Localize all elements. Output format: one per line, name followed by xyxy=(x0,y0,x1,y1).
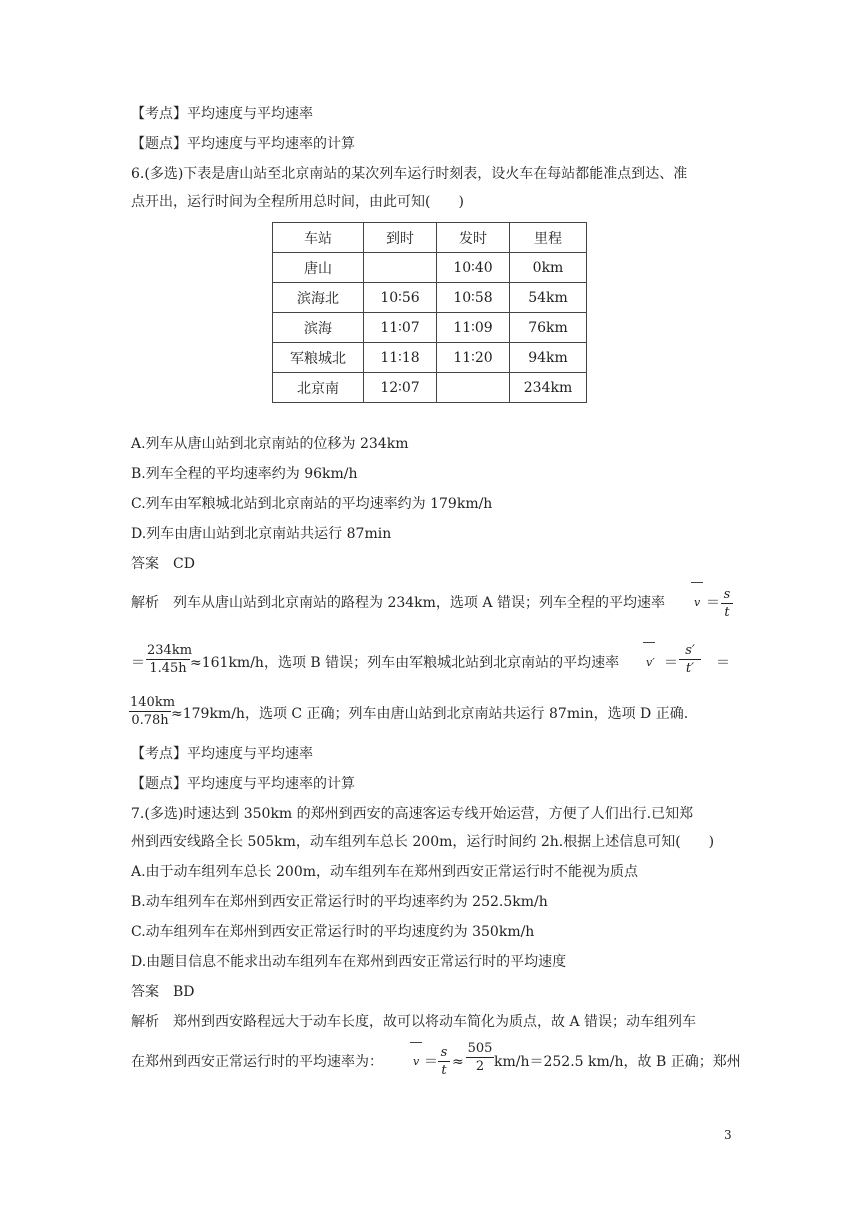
table-cell: 12∶07 xyxy=(364,373,437,403)
fraction-denominator: 1.45h xyxy=(149,661,187,676)
fraction-numerator: s xyxy=(438,1044,450,1062)
table-cell: 234km xyxy=(510,373,587,403)
option-7d: D.由题目信息不能求出动车组列车在郑州到西安正常运行时的平均速度 xyxy=(131,954,567,970)
fraction-s-over-t xyxy=(438,1044,450,1079)
table-cell: 10∶40 xyxy=(437,253,510,283)
explanation-7-line-1: 解析 郑州到西安路程远大于动车长度，故可以将动车简化为质点，故 A 错误；动车组列车 xyxy=(131,1014,697,1030)
option-c: C.列车由军粮城北站到北京南站的平均速率约为 179km/h xyxy=(131,496,493,512)
velocity-prime-symbol: v′ xyxy=(646,656,655,669)
mean-bar xyxy=(410,1042,422,1043)
table-row xyxy=(273,283,587,313)
table-cell xyxy=(437,373,510,403)
table-row xyxy=(273,343,587,373)
fraction-denominator: 0.78h xyxy=(131,713,169,728)
velocity-symbol: v xyxy=(413,1055,420,1068)
question-6-line-2: 点开出，运行时间为全程所用总时间，由此可知( ) xyxy=(131,194,464,210)
fraction-denominator: t′ xyxy=(685,661,695,676)
table-cell: 10∶58 xyxy=(437,283,510,313)
fraction-234-over-145 xyxy=(146,642,193,677)
table-cell: 54km xyxy=(510,283,587,313)
mean-bar xyxy=(691,582,703,583)
option-7a: A.由于动车组列车总长 200m，动车组列车在郑州到西安正常运行时不能视为质点 xyxy=(131,864,639,880)
explanation-6-line-1: 解析 列车从唐山站到北京南站的路程为 234km，选项 A 错误；列车全程的平均速率 xyxy=(131,595,665,611)
table-row xyxy=(273,313,587,343)
option-7c: C.动车组列车在郑州到西安正常运行时的平均速度约为 350km/h xyxy=(131,924,535,940)
answer-6: 答案 CD xyxy=(131,556,195,572)
option-b: B.列车全程的平均速率约为 96km/h xyxy=(131,466,358,482)
explanation-6-equals: ＝ xyxy=(131,655,145,671)
table-cell: 滨海北 xyxy=(273,283,364,313)
page-number: 3 xyxy=(724,1128,732,1142)
table-cell xyxy=(364,253,437,283)
fraction-s-over-t xyxy=(721,586,733,621)
explanation-6-line-2: ≈161km/h，选项 B 错误；列车由军粮城北站到北京南站的平均速率 xyxy=(190,655,620,671)
table-header-cell: 发时 xyxy=(437,223,510,253)
equals-sign: ＝ xyxy=(716,655,730,671)
table-cell: 76km xyxy=(510,313,587,343)
fraction-denominator: 2 xyxy=(475,1059,485,1074)
question-7-line-1: 7.(多选)时速达到 350km 的郑州到西安的高速客运专线开始运营，方便了人们出行.已知郑 xyxy=(131,806,694,822)
approx-sign: ≈ xyxy=(452,1054,464,1070)
equals-sign: ＝ xyxy=(706,595,720,611)
option-d: D.列车由唐山站到北京南站共运行 87min xyxy=(131,526,392,542)
table-header-cell: 到时 xyxy=(364,223,437,253)
table-cell: 11∶18 xyxy=(364,343,437,373)
fraction-numerator: 140km xyxy=(130,695,176,710)
fraction-numerator: s′ xyxy=(679,642,701,660)
table-header-row xyxy=(273,223,587,253)
fraction-505-over-2 xyxy=(466,1040,494,1075)
table-cell: 10∶56 xyxy=(364,283,437,313)
velocity-symbol: v xyxy=(694,596,701,609)
kaodian-line: 【考点】平均速度与平均速率 xyxy=(131,106,313,122)
question-7-line-2: 州到西安线路全长 505km，动车组列车总长 200m，运行时间约 2h.根据上述信息可知( ) xyxy=(131,834,715,850)
fraction-sprime-over-tprime xyxy=(679,642,701,677)
option-a: A.列车从唐山站到北京南站的位移为 234km xyxy=(131,436,409,452)
option-7b: B.动车组列车在郑州到西安正常运行时的平均速率约为 252.5km/h xyxy=(131,894,548,910)
table-row xyxy=(273,373,587,403)
table-row xyxy=(273,253,587,283)
fraction-numerator: 505 xyxy=(467,1041,493,1056)
tidian-line-2: 【题点】平均速度与平均速率的计算 xyxy=(131,776,355,792)
timetable xyxy=(272,222,587,403)
table-cell: 11∶09 xyxy=(437,313,510,343)
table-header-cell: 车站 xyxy=(273,223,364,253)
table-header-cell: 里程 xyxy=(510,223,587,253)
table-cell: 军粮城北 xyxy=(273,343,364,373)
equals-sign: ＝ xyxy=(664,655,678,671)
table-cell: 11∶07 xyxy=(364,313,437,343)
equals-sign: ＝ xyxy=(424,1054,438,1070)
question-6-line-1: 6.(多选)下表是唐山站至北京南站的某次列车运行时刻表，设火车在每站都能准点到达、准 xyxy=(131,166,688,182)
table-cell: 北京南 xyxy=(273,373,364,403)
explanation-6-line-3: ≈179km/h，选项 C 正确；列车由唐山站到北京南站共运行 87min，选项 D 正确. xyxy=(171,706,689,722)
fraction-denominator: t xyxy=(441,1063,447,1078)
tidian-line: 【题点】平均速度与平均速率的计算 xyxy=(131,136,355,152)
kaodian-line-2: 【考点】平均速度与平均速率 xyxy=(131,746,313,762)
explanation-7-line-2: 在郑州到西安正常运行时的平均速率为： xyxy=(131,1054,383,1070)
table-cell: 滨海 xyxy=(273,313,364,343)
table-cell: 94km xyxy=(510,343,587,373)
fraction-numerator: s xyxy=(721,586,733,604)
fraction-numerator: 234km xyxy=(147,643,193,658)
table-cell: 0km xyxy=(510,253,587,283)
table-cell: 唐山 xyxy=(273,253,364,283)
answer-7: 答案 BD xyxy=(131,984,195,1000)
fraction-140-over-078 xyxy=(129,694,176,729)
mean-bar xyxy=(643,642,655,643)
explanation-7-line-2-tail: km/h＝252.5 km/h，故 B 正确；郑州 xyxy=(494,1054,741,1070)
table-cell: 11∶20 xyxy=(437,343,510,373)
fraction-denominator: t xyxy=(724,605,730,620)
